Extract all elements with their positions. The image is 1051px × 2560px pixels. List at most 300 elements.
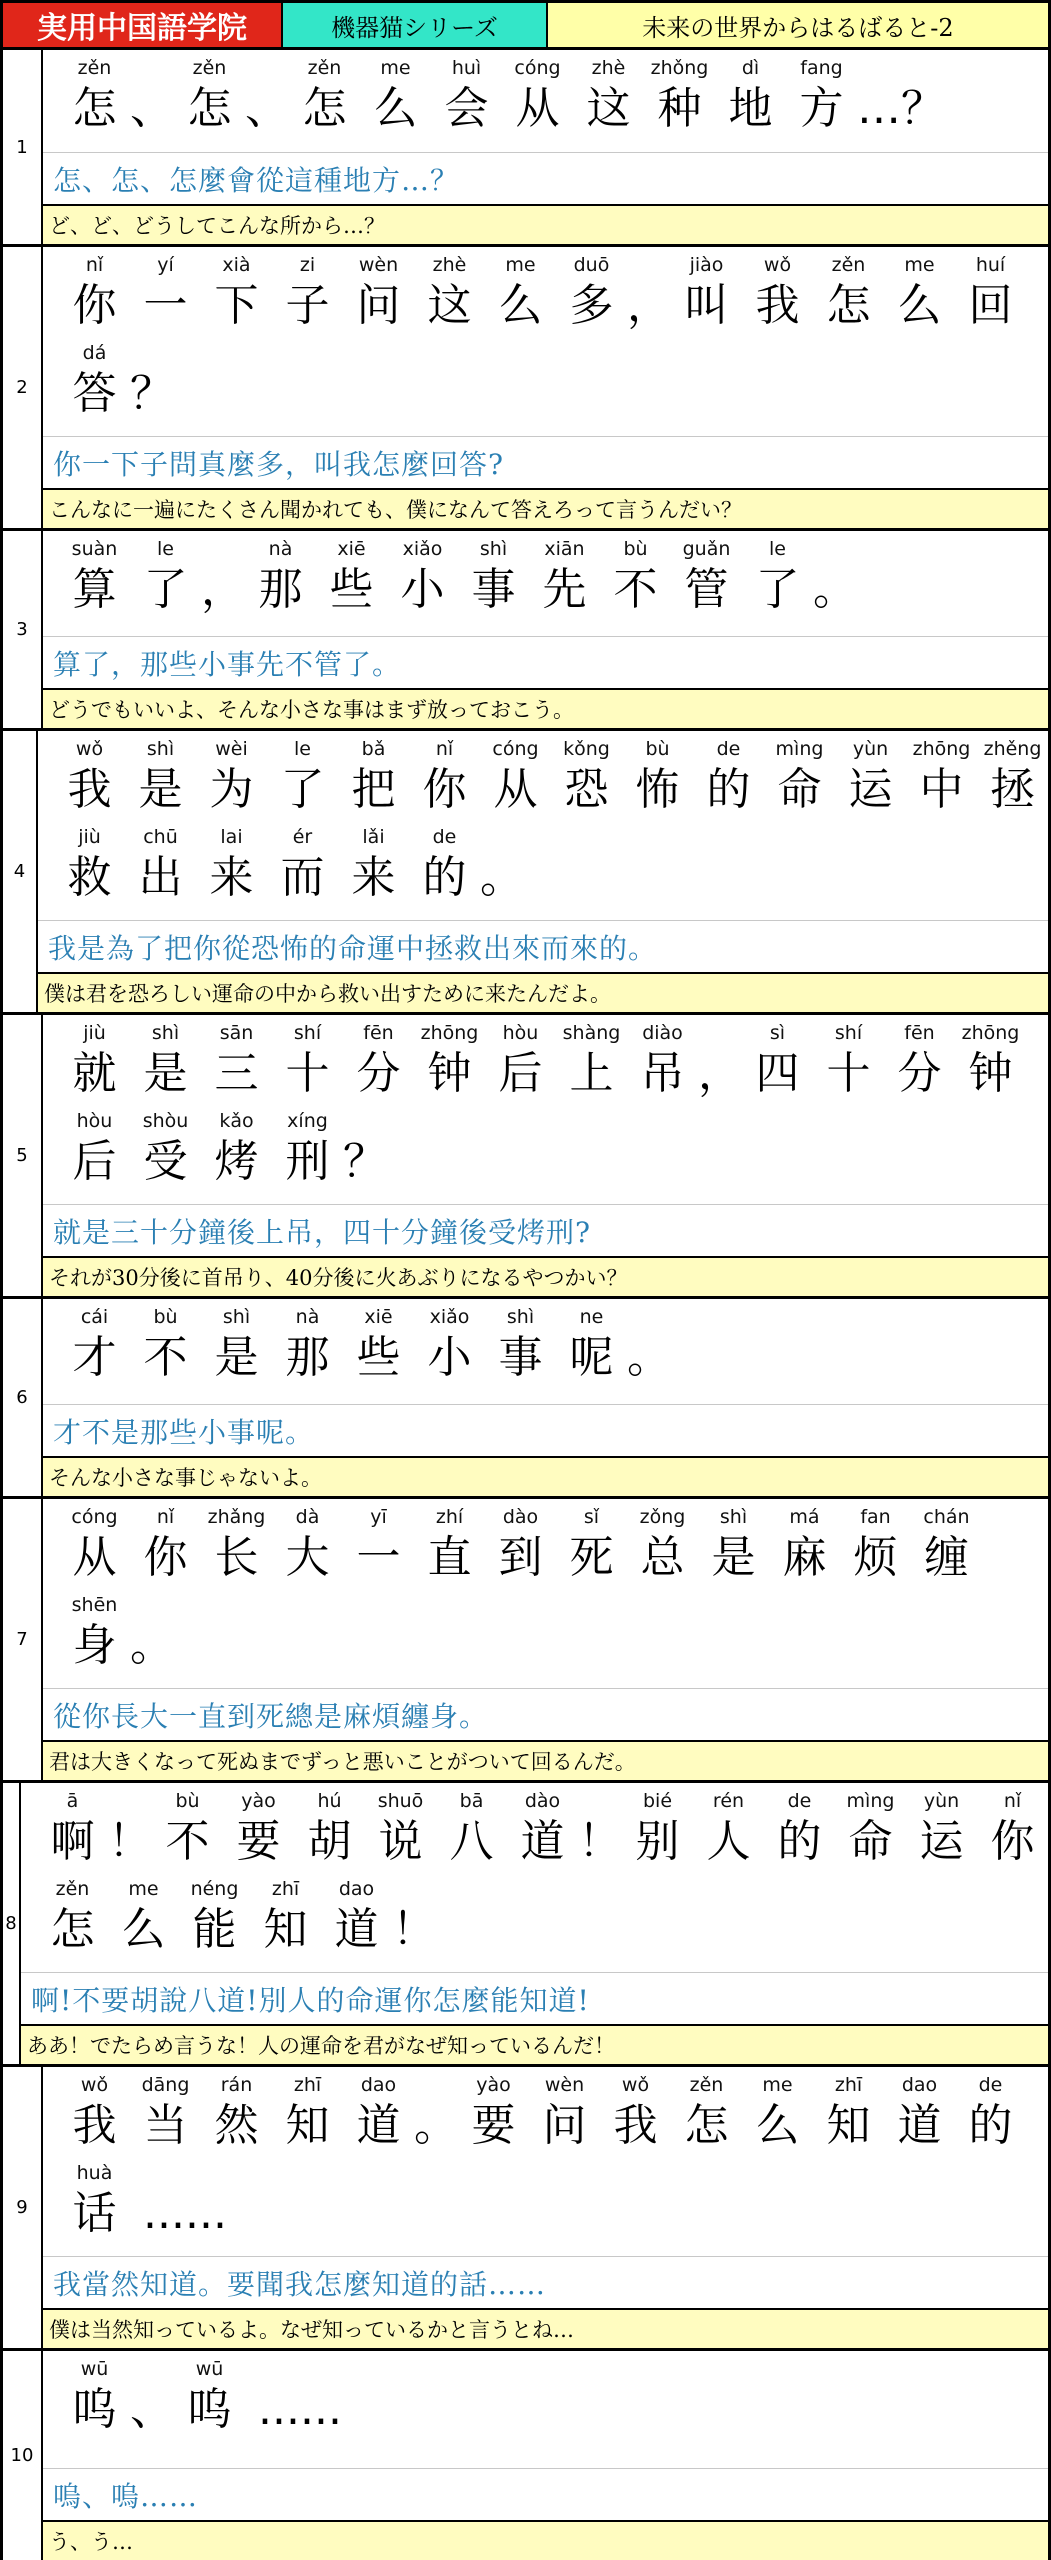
hanzi: 叫: [684, 280, 729, 331]
hanzi: 么: [498, 280, 543, 331]
pinyin: wū: [195, 2358, 224, 2380]
pinyin: bié: [642, 1790, 673, 1812]
character-cell: [414, 253, 485, 341]
entry-number: 1: [3, 50, 43, 244]
hanzi: 会: [444, 83, 489, 134]
character-cell: [179, 1877, 250, 1965]
character-cell: [857, 56, 901, 144]
character-cell: [130, 537, 201, 625]
pinyin: bù: [175, 1790, 200, 1812]
hanzi: 的: [968, 2100, 1013, 2151]
hanzi: 命: [777, 764, 822, 815]
hanzi: 要: [471, 2100, 516, 2151]
character-cell: [130, 253, 201, 341]
pinyin: dāng: [141, 2074, 190, 2096]
pinyin: wèi: [215, 738, 248, 760]
character-cell: [742, 1021, 813, 1109]
character-cell: [125, 737, 196, 825]
hanzi: 能: [192, 1904, 237, 1955]
character-cell: [245, 2357, 355, 2445]
character-cell: [485, 253, 556, 341]
entry-row: [3, 2351, 1048, 2560]
hanzi: 十: [285, 1048, 330, 1099]
character-cell: [884, 253, 955, 341]
entry-number: 9: [3, 2067, 43, 2348]
pinyin: wǒ: [763, 254, 792, 276]
character-cell: [485, 1505, 556, 1593]
pinyin: chū: [143, 826, 178, 848]
hanzi: 怎: [302, 83, 347, 134]
pinyin: guǎn: [682, 538, 731, 560]
chinese-line: [59, 1593, 1048, 1681]
pinyin: nǐ: [1003, 1790, 1022, 1812]
pinyin: wǒ: [621, 2074, 650, 2096]
japanese-translation: そんな小さな事じゃないよ。: [43, 1456, 1048, 1496]
pinyin: yùn: [852, 738, 889, 760]
hanzi: 这: [427, 280, 472, 331]
hanzi: ？: [343, 1136, 387, 1187]
traditional-chinese-text: 算了，那些小事先不管了。: [43, 636, 1048, 688]
hanzi: 了: [755, 564, 800, 615]
hanzi: 的: [777, 1816, 822, 1867]
pinyin: me: [904, 254, 935, 276]
hanzi: 小: [400, 564, 445, 615]
hanzi: 恐: [564, 764, 609, 815]
pinyin: zhī: [834, 2074, 863, 2096]
hanzi: 死: [569, 1532, 614, 1583]
entry-body: [43, 1015, 1048, 1296]
hanzi: 三: [214, 1048, 259, 1099]
chinese-line: [59, 537, 1048, 625]
simplified-chinese-text: [43, 531, 1048, 636]
character-cell: [573, 56, 644, 144]
entry-row: [3, 2067, 1048, 2351]
pinyin: mìng: [846, 1790, 895, 1812]
character-cell: [174, 2357, 245, 2445]
pinyin: de: [787, 1790, 812, 1812]
hanzi: 小: [427, 1332, 472, 1383]
pinyin: zǒng: [639, 1506, 686, 1528]
pinyin: zěn: [77, 57, 112, 79]
hanzi: 是: [214, 1332, 259, 1383]
hanzi: 怎: [684, 2100, 729, 2151]
hanzi: 四: [755, 1048, 800, 1099]
character-cell: [458, 2073, 529, 2161]
pinyin: suàn: [71, 538, 118, 560]
japanese-translation: 僕は君を恐ろしい運命の中から救い出すために来たんだよ。: [38, 972, 1048, 1012]
character-cell: [201, 1109, 272, 1197]
entry-row: [3, 1499, 1048, 1783]
pinyin: shàng: [562, 1022, 621, 1044]
pinyin: de: [978, 2074, 1003, 2096]
hanzi: 事: [471, 564, 516, 615]
pinyin: dao: [360, 2074, 397, 2096]
hanzi: 种: [657, 83, 702, 134]
hanzi: 人: [706, 1816, 751, 1867]
character-cell: [294, 1789, 365, 1877]
character-cell: [250, 1877, 321, 1965]
character-cell: [152, 1789, 223, 1877]
hanzi: 把: [351, 764, 396, 815]
character-cell: [507, 1789, 578, 1877]
pinyin: le: [769, 538, 786, 560]
entry-body: [43, 50, 1048, 244]
hanzi: ！: [108, 1816, 152, 1867]
character-cell: [600, 537, 671, 625]
hanzi: 怎: [72, 83, 117, 134]
hanzi: 我: [67, 764, 112, 815]
character-cell: [436, 1789, 507, 1877]
hanzi: 呜: [72, 2384, 117, 2435]
pinyin: dào: [524, 1790, 561, 1812]
pinyin: yào: [476, 2074, 511, 2096]
pinyin: dao: [901, 2074, 938, 2096]
entry-number: 2: [3, 247, 43, 528]
pinyin: shì: [222, 1306, 251, 1328]
entry-list: [3, 50, 1048, 2560]
character-cell: [272, 1109, 343, 1197]
hanzi: 出: [138, 852, 183, 903]
pinyin: de: [432, 826, 457, 848]
pinyin: me: [762, 2074, 793, 2096]
pinyin: zhōng: [912, 738, 971, 760]
hanzi: 说: [378, 1816, 423, 1867]
character-cell: [485, 1305, 556, 1393]
character-cell: [551, 737, 622, 825]
japanese-translation: 僕は当然知っているよ。なぜ知っているかと言うとね…: [43, 2308, 1048, 2348]
character-cell: [196, 825, 267, 913]
character-cell: [693, 1789, 764, 1877]
character-cell: [698, 1021, 742, 1109]
character-cell: [37, 1789, 108, 1877]
pinyin: ā: [66, 1790, 79, 1812]
pinyin: cóng: [492, 738, 539, 760]
pinyin: wǒ: [80, 2074, 109, 2096]
entry-row: [3, 531, 1048, 731]
pinyin: chán: [923, 1506, 970, 1528]
character-cell: [906, 737, 977, 825]
hanzi: ！: [392, 1904, 436, 1955]
character-cell: [529, 2073, 600, 2161]
pinyin: le: [157, 538, 174, 560]
character-cell: [693, 737, 764, 825]
hanzi: 从: [515, 83, 560, 134]
character-cell: [59, 1305, 130, 1393]
pinyin: zhè: [591, 57, 626, 79]
hanzi: 地: [728, 83, 773, 134]
character-cell: [125, 825, 196, 913]
hanzi: 问: [542, 2100, 587, 2151]
hanzi: 道: [334, 1904, 379, 1955]
hanzi: 为: [209, 764, 254, 815]
pinyin: xiē: [337, 538, 366, 560]
pinyin: fēn: [363, 1022, 394, 1044]
character-cell: [671, 2073, 742, 2161]
character-cell: [130, 2161, 240, 2249]
character-cell: [108, 1789, 152, 1877]
pinyin: zěn: [689, 2074, 724, 2096]
pinyin: jiù: [83, 1022, 106, 1044]
pinyin: zhè: [432, 254, 467, 276]
pinyin: shì: [479, 538, 508, 560]
hanzi: 道: [897, 2100, 942, 2151]
pinyin: shēn: [71, 1594, 118, 1616]
character-cell: [556, 1505, 627, 1593]
hanzi: 长: [214, 1532, 259, 1583]
chinese-line: [59, 341, 1048, 429]
character-cell: [901, 56, 945, 144]
hanzi: ，: [201, 564, 245, 615]
chinese-line: [59, 2161, 1048, 2249]
hanzi: 大: [285, 1532, 330, 1583]
chinese-line: [59, 2357, 1048, 2445]
hanzi: 。: [130, 1620, 174, 1671]
character-cell: [245, 56, 289, 144]
character-cell: [108, 1877, 179, 1965]
pinyin: zěn: [55, 1878, 90, 1900]
hanzi: 胡: [307, 1816, 352, 1867]
hanzi: 刑: [285, 1136, 330, 1187]
hanzi: 我: [755, 280, 800, 331]
hanzi: 子: [285, 280, 330, 331]
character-cell: [529, 537, 600, 625]
chinese-line: [37, 1789, 1048, 1877]
pinyin: sǐ: [583, 1506, 600, 1528]
entry-row: [3, 50, 1048, 247]
hanzi: 中: [919, 764, 964, 815]
character-cell: [201, 2073, 272, 2161]
character-cell: [201, 1505, 272, 1593]
hanzi: 上: [569, 1048, 614, 1099]
pinyin: kǎo: [219, 1110, 254, 1132]
chinese-line: [59, 1305, 1048, 1393]
pinyin: rén: [712, 1790, 745, 1812]
hanzi: 到: [498, 1532, 543, 1583]
hanzi: 分: [356, 1048, 401, 1099]
pinyin: wèn: [544, 2074, 585, 2096]
character-cell: [267, 825, 338, 913]
hanzi: 我: [72, 2100, 117, 2151]
character-cell: [627, 253, 671, 341]
hanzi: 要: [236, 1816, 281, 1867]
hanzi: 呢: [569, 1332, 614, 1383]
pinyin: má: [789, 1506, 820, 1528]
character-cell: [272, 2073, 343, 2161]
traditional-chinese-text: 我是為了把你從恐怖的命運中拯救出來而來的。: [38, 920, 1048, 972]
character-cell: [977, 1789, 1048, 1877]
hanzi: 是: [138, 764, 183, 815]
hanzi: 而: [280, 852, 325, 903]
pinyin: bù: [623, 538, 648, 560]
traditional-chinese-text: 啊!不要胡說八道!別人的命運你怎麼能知道!: [21, 1972, 1048, 2024]
pinyin: shì: [146, 738, 175, 760]
hanzi: 钟: [968, 1048, 1013, 1099]
hanzi: 些: [329, 564, 374, 615]
character-cell: [906, 1789, 977, 1877]
pinyin: fang: [800, 57, 843, 79]
hanzi: 运: [848, 764, 893, 815]
simplified-chinese-text: [43, 50, 1048, 152]
pinyin: shí: [293, 1022, 322, 1044]
hanzi: 问: [356, 280, 401, 331]
hanzi: 下: [214, 280, 259, 331]
pinyin: zěn: [192, 57, 227, 79]
hanzi: 么: [897, 280, 942, 331]
chinese-line: [59, 253, 1048, 341]
simplified-chinese-text: [43, 2067, 1048, 2256]
entry-row: [3, 1015, 1048, 1299]
character-cell: [409, 737, 480, 825]
chinese-line: [54, 737, 1048, 825]
hanzi: ......: [143, 2188, 227, 2239]
character-cell: [556, 1021, 627, 1109]
pinyin: bù: [645, 738, 670, 760]
pinyin: zhǒng: [650, 57, 709, 79]
entry-number: 7: [3, 1499, 43, 1780]
character-cell: [289, 56, 360, 144]
character-cell: [196, 737, 267, 825]
character-cell: [130, 1505, 201, 1593]
hanzi: 了: [280, 764, 325, 815]
character-cell: [742, 537, 813, 625]
character-cell: [786, 56, 857, 144]
entry-body: [43, 2351, 1048, 2560]
pinyin: ne: [579, 1306, 604, 1328]
pinyin: zhī: [271, 1878, 300, 1900]
pinyin: hòu: [502, 1022, 539, 1044]
hanzi: 怖: [635, 764, 680, 815]
character-cell: [343, 1305, 414, 1393]
hanzi: 先: [542, 564, 587, 615]
character-cell: [201, 1305, 272, 1393]
hanzi: 分: [897, 1048, 942, 1099]
character-cell: [130, 1021, 201, 1109]
character-cell: [59, 1109, 130, 1197]
hanzi: 后: [498, 1048, 543, 1099]
entry-body: [43, 1499, 1048, 1780]
hanzi: 你: [990, 1816, 1035, 1867]
hanzi: ！: [578, 1816, 622, 1867]
character-cell: [884, 1021, 955, 1109]
pinyin: shòu: [142, 1110, 189, 1132]
character-cell: [769, 1505, 840, 1593]
hanzi: 你: [72, 280, 117, 331]
entry-number: 3: [3, 531, 43, 728]
character-cell: [480, 737, 551, 825]
pinyin: shì: [506, 1306, 535, 1328]
pinyin: lai: [220, 826, 243, 848]
pinyin: fēn: [904, 1022, 935, 1044]
hanzi: 怎: [826, 280, 871, 331]
entry-row: [3, 247, 1048, 531]
character-cell: [223, 1789, 294, 1877]
hanzi: 我: [613, 2100, 658, 2151]
pinyin: dá: [82, 342, 107, 364]
character-cell: [671, 537, 742, 625]
character-cell: [201, 253, 272, 341]
character-cell: [130, 1109, 201, 1197]
character-cell: [813, 253, 884, 341]
hanzi: 来: [209, 852, 254, 903]
hanzi: 来: [351, 852, 396, 903]
pinyin: jiào: [689, 254, 724, 276]
hanzi: 当: [143, 2100, 188, 2151]
entry-row: [3, 731, 1048, 1015]
character-cell: [911, 1505, 982, 1593]
hanzi: 方: [799, 83, 844, 134]
hanzi: 救: [67, 852, 112, 903]
pinyin: zhōng: [420, 1022, 479, 1044]
character-cell: [59, 2073, 130, 2161]
pinyin: xiǎo: [402, 538, 443, 560]
character-cell: [365, 1789, 436, 1877]
character-cell: [578, 1789, 622, 1877]
pinyin: dà: [295, 1506, 320, 1528]
hanzi: ？: [130, 368, 174, 419]
character-cell: [59, 253, 130, 341]
traditional-chinese-text: 怎、怎、怎麼會從這種地方…？: [43, 152, 1048, 204]
character-cell: [813, 1021, 884, 1109]
simplified-chinese-text: [43, 1299, 1048, 1404]
pinyin: nǐ: [156, 1506, 175, 1528]
character-cell: [130, 1305, 201, 1393]
hanzi: 知: [826, 2100, 871, 2151]
hanzi: ，: [698, 1048, 742, 1099]
pinyin: nǐ: [85, 254, 104, 276]
hanzi: 。: [414, 2100, 458, 2151]
pinyin: bā: [459, 1790, 484, 1812]
pinyin: dao: [338, 1878, 375, 1900]
character-cell: [480, 825, 524, 913]
hanzi: 你: [143, 1532, 188, 1583]
pinyin: yùn: [923, 1790, 960, 1812]
traditional-chinese-text: 嗚、嗚……: [43, 2468, 1048, 2520]
character-cell: [201, 1021, 272, 1109]
hanzi: ？: [901, 83, 945, 134]
hanzi: 然: [214, 2100, 259, 2151]
hanzi: 烦: [853, 1532, 898, 1583]
character-cell: [600, 2073, 671, 2161]
hanzi: 后: [72, 1136, 117, 1187]
character-cell: [627, 1021, 698, 1109]
character-cell: [622, 1789, 693, 1877]
pinyin: hòu: [76, 1110, 113, 1132]
simplified-chinese-text: [43, 1015, 1048, 1204]
pinyin: xià: [222, 254, 251, 276]
hanzi: 、: [130, 2384, 174, 2435]
character-cell: [742, 2073, 813, 2161]
hanzi: 的: [706, 764, 751, 815]
character-cell: [130, 2073, 201, 2161]
pinyin: zhǎng: [207, 1506, 266, 1528]
hanzi: 不: [165, 1816, 210, 1867]
character-cell: [764, 737, 835, 825]
character-cell: [627, 1305, 671, 1393]
hanzi: 算: [72, 564, 117, 615]
hanzi: 回: [968, 280, 1013, 331]
pinyin: zi: [299, 254, 316, 276]
pinyin: lǎi: [362, 826, 385, 848]
hanzi: 受: [143, 1136, 188, 1187]
pinyin: jiù: [78, 826, 101, 848]
character-cell: [431, 56, 502, 144]
character-cell: [485, 1021, 556, 1109]
pinyin: shí: [834, 1022, 863, 1044]
entry-number: 4: [3, 731, 38, 1012]
entry-body: [43, 2067, 1048, 2348]
hanzi: 一: [143, 280, 188, 331]
pinyin: mìng: [775, 738, 824, 760]
